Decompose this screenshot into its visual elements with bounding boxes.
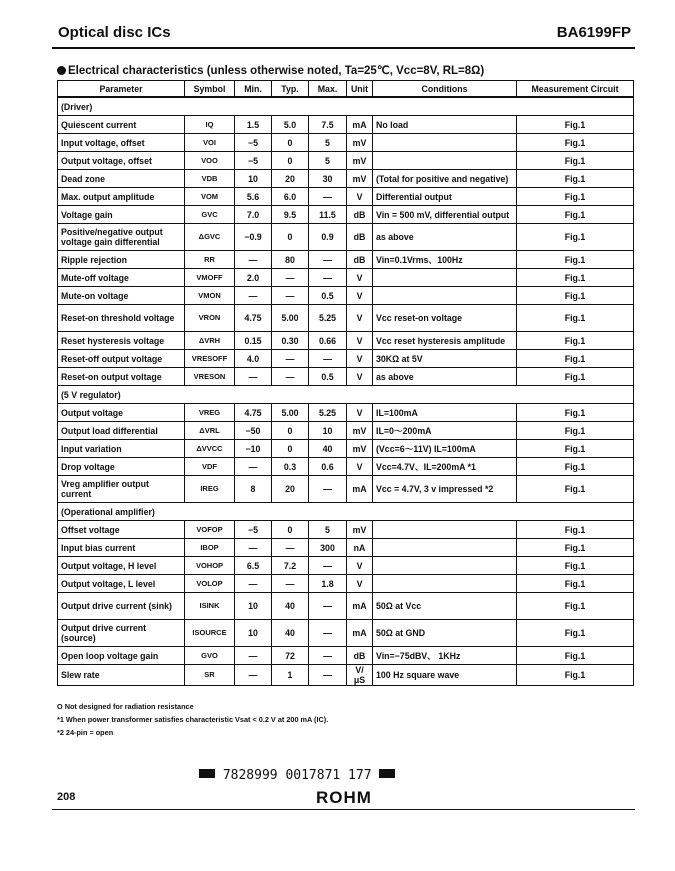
table-row	[58, 170, 634, 188]
typ-cell: 0	[272, 521, 309, 539]
parameter-cell: Slew rate	[58, 665, 185, 686]
column-header: Conditions	[373, 81, 517, 98]
min-cell: —	[235, 251, 272, 269]
unit-cell: V	[347, 458, 373, 476]
min-cell: —	[235, 287, 272, 305]
symbol-cell: VOI	[185, 134, 235, 152]
parameter-cell: Max. output amplitude	[58, 188, 185, 206]
table-row	[58, 368, 634, 386]
circuit-cell: Fig.1	[517, 287, 634, 305]
circuit-cell: Fig.1	[517, 440, 634, 458]
symbol-cell: GVO	[185, 647, 235, 665]
min-cell: 4.0	[235, 350, 272, 368]
max-cell: —	[309, 350, 347, 368]
table-row	[58, 332, 634, 350]
parameter-cell: Offset voltage	[58, 521, 185, 539]
conditions-cell	[373, 152, 517, 170]
table-body	[58, 97, 634, 686]
typ-cell: 1	[272, 665, 309, 686]
typ-cell: 0	[272, 152, 309, 170]
typ-cell: 5.0	[272, 116, 309, 134]
max-cell: 11.5	[309, 206, 347, 224]
parameter-cell: Vreg amplifier output current	[58, 476, 185, 503]
table-row	[58, 404, 634, 422]
symbol-cell: ΔVRL	[185, 422, 235, 440]
typ-cell: 6.0	[272, 188, 309, 206]
min-cell: —	[235, 647, 272, 665]
typ-cell: 0	[272, 440, 309, 458]
min-cell: —	[235, 575, 272, 593]
page-number: 208	[57, 791, 76, 803]
max-cell: —	[309, 620, 347, 647]
symbol-cell: VOFOP	[185, 521, 235, 539]
symbol-cell: ISOURCE	[185, 620, 235, 647]
typ-cell: 5.00	[272, 305, 309, 332]
max-cell: —	[309, 188, 347, 206]
symbol-cell: GVC	[185, 206, 235, 224]
unit-cell: dB	[347, 224, 373, 251]
page-header	[52, 22, 635, 44]
circuit-cell: Fig.1	[517, 665, 634, 686]
conditions-cell	[373, 287, 517, 305]
symbol-cell: IQ	[185, 116, 235, 134]
unit-cell: V	[347, 350, 373, 368]
conditions-cell: Vin = 500 mV, differential output	[373, 206, 517, 224]
table-header-row	[58, 81, 634, 98]
group-row	[58, 97, 634, 116]
parameter-cell: Output load differential	[58, 422, 185, 440]
table-row	[58, 665, 634, 686]
unit-cell: V	[347, 368, 373, 386]
min-cell: 6.5	[235, 557, 272, 575]
symbol-cell: VRESOFF	[185, 350, 235, 368]
symbol-cell: VOHOP	[185, 557, 235, 575]
unit-cell: mA	[347, 620, 373, 647]
circuit-cell: Fig.1	[517, 134, 634, 152]
circuit-cell: Fig.1	[517, 350, 634, 368]
circuit-cell: Fig.1	[517, 575, 634, 593]
column-header: Measurement Circuit	[517, 81, 634, 98]
barcode-line	[199, 768, 395, 783]
circuit-cell: Fig.1	[517, 188, 634, 206]
min-cell: 4.75	[235, 404, 272, 422]
characteristics-table	[57, 80, 634, 686]
conditions-cell: IL=100mA	[373, 404, 517, 422]
note-1: *1 When power transformer satisfies characteristic Vsat < 0.2 V at 200 mA (IC).	[57, 715, 329, 724]
parameter-cell: Input voltage, offset	[58, 134, 185, 152]
max-cell: 0.9	[309, 224, 347, 251]
typ-cell: —	[272, 368, 309, 386]
max-cell: 0.6	[309, 458, 347, 476]
circuit-cell: Fig.1	[517, 269, 634, 287]
column-header: Typ.	[272, 81, 309, 98]
unit-cell: mA	[347, 476, 373, 503]
note-2: *2 24-pin = open	[57, 728, 114, 737]
bullet-icon	[57, 66, 66, 75]
unit-cell: V	[347, 287, 373, 305]
symbol-cell: ΔVRH	[185, 332, 235, 350]
unit-cell: V	[347, 269, 373, 287]
unit-cell: mV	[347, 521, 373, 539]
min-cell: —	[235, 368, 272, 386]
parameter-cell: Input bias current	[58, 539, 185, 557]
circuit-cell: Fig.1	[517, 305, 634, 332]
symbol-cell: VOM	[185, 188, 235, 206]
parameter-cell: Reset-on output voltage	[58, 368, 185, 386]
circuit-cell: Fig.1	[517, 647, 634, 665]
footnotes	[57, 700, 328, 739]
parameter-cell: Output drive current (source)	[58, 620, 185, 647]
typ-cell: 20	[272, 170, 309, 188]
section-title: Electrical characteristics (unless otherwise noted, Ta=25℃, Vcc=8V, RL=8Ω)	[68, 65, 485, 77]
conditions-cell: Vin=0.1Vrms、100Hz	[373, 251, 517, 269]
min-cell: 7.0	[235, 206, 272, 224]
symbol-cell: SR	[185, 665, 235, 686]
parameter-cell: Output voltage	[58, 404, 185, 422]
barcode-block-icon	[379, 769, 395, 778]
parameter-cell: Reset-off output voltage	[58, 350, 185, 368]
unit-cell: nA	[347, 539, 373, 557]
min-cell: 8	[235, 476, 272, 503]
circuit-cell: Fig.1	[517, 593, 634, 620]
table-row	[58, 269, 634, 287]
unit-cell: V	[347, 305, 373, 332]
symbol-cell: VOO	[185, 152, 235, 170]
max-cell: 1.8	[309, 575, 347, 593]
symbol-cell: VRON	[185, 305, 235, 332]
typ-cell: —	[272, 269, 309, 287]
parameter-cell: Input variation	[58, 440, 185, 458]
table-row	[58, 206, 634, 224]
max-cell: —	[309, 593, 347, 620]
barcode-text: 7828999 0017871 177	[222, 768, 372, 783]
parameter-cell: Output drive current (sink)	[58, 593, 185, 620]
typ-cell: 0	[272, 224, 309, 251]
min-cell: −0.9	[235, 224, 272, 251]
table-row	[58, 593, 634, 620]
parameter-cell: Positive/negative output voltage gain differential	[58, 224, 185, 251]
symbol-cell: VMON	[185, 287, 235, 305]
table-row	[58, 440, 634, 458]
conditions-cell: 50Ω at GND	[373, 620, 517, 647]
table-row	[58, 647, 634, 665]
conditions-cell: (Vcc=6～11V) IL=100mA	[373, 440, 517, 458]
unit-cell: mA	[347, 116, 373, 134]
min-cell: —	[235, 539, 272, 557]
min-cell: 0.15	[235, 332, 272, 350]
table-row	[58, 251, 634, 269]
symbol-cell: VREG	[185, 404, 235, 422]
section-heading	[57, 63, 484, 77]
min-cell: −5	[235, 134, 272, 152]
max-cell: 7.5	[309, 116, 347, 134]
conditions-cell: Vin=−75dBV、 1KHz	[373, 647, 517, 665]
max-cell: —	[309, 557, 347, 575]
max-cell: —	[309, 251, 347, 269]
symbol-cell: ISINK	[185, 593, 235, 620]
typ-cell: 40	[272, 620, 309, 647]
min-cell: −5	[235, 521, 272, 539]
min-cell: 5.6	[235, 188, 272, 206]
column-header: Max.	[309, 81, 347, 98]
conditions-cell: Vcc reset-on voltage	[373, 305, 517, 332]
table-row	[58, 620, 634, 647]
circuit-cell: Fig.1	[517, 476, 634, 503]
conditions-cell: as above	[373, 368, 517, 386]
conditions-cell: 100 Hz square wave	[373, 665, 517, 686]
table-row	[58, 287, 634, 305]
circuit-cell: Fig.1	[517, 170, 634, 188]
rohm-logo: ROHM	[316, 788, 372, 807]
parameter-cell: Voltage gain	[58, 206, 185, 224]
max-cell: —	[309, 647, 347, 665]
conditions-cell	[373, 134, 517, 152]
parameter-cell: Reset hysteresis voltage	[58, 332, 185, 350]
unit-cell: dB	[347, 251, 373, 269]
parameter-cell: Output voltage, offset	[58, 152, 185, 170]
unit-cell: mV	[347, 152, 373, 170]
parameter-cell: Output voltage, L level	[58, 575, 185, 593]
parameter-cell: Reset-on threshold voltage	[58, 305, 185, 332]
conditions-cell: 50Ω at Vcc	[373, 593, 517, 620]
max-cell: —	[309, 665, 347, 686]
conditions-cell: No load	[373, 116, 517, 134]
typ-cell: 72	[272, 647, 309, 665]
table-row	[58, 521, 634, 539]
max-cell: 5.25	[309, 404, 347, 422]
symbol-cell: VRESON	[185, 368, 235, 386]
unit-cell: V	[347, 188, 373, 206]
circuit-cell: Fig.1	[517, 539, 634, 557]
conditions-cell	[373, 539, 517, 557]
min-cell: −10	[235, 440, 272, 458]
typ-cell: 80	[272, 251, 309, 269]
circuit-cell: Fig.1	[517, 521, 634, 539]
table-row	[58, 152, 634, 170]
parameter-cell: Ripple rejection	[58, 251, 185, 269]
circuit-cell: Fig.1	[517, 422, 634, 440]
typ-cell: —	[272, 287, 309, 305]
circuit-cell: Fig.1	[517, 152, 634, 170]
table-row	[58, 557, 634, 575]
table-row	[58, 188, 634, 206]
table-row	[58, 350, 634, 368]
symbol-cell: IREG	[185, 476, 235, 503]
min-cell: 4.75	[235, 305, 272, 332]
table-row	[58, 305, 634, 332]
symbol-cell: VDB	[185, 170, 235, 188]
parameter-cell: Mute-off voltage	[58, 269, 185, 287]
conditions-cell	[373, 269, 517, 287]
table-row	[58, 422, 634, 440]
unit-cell: mV	[347, 134, 373, 152]
footer-rule	[52, 809, 635, 810]
symbol-cell: VOLOP	[185, 575, 235, 593]
max-cell: 0.66	[309, 332, 347, 350]
max-cell: —	[309, 269, 347, 287]
parameter-cell: Open loop voltage gain	[58, 647, 185, 665]
typ-cell: —	[272, 350, 309, 368]
min-cell: 10	[235, 593, 272, 620]
table-row	[58, 476, 634, 503]
conditions-cell: as above	[373, 224, 517, 251]
max-cell: 5	[309, 134, 347, 152]
max-cell: 40	[309, 440, 347, 458]
max-cell: 30	[309, 170, 347, 188]
circuit-cell: Fig.1	[517, 206, 634, 224]
unit-cell: V	[347, 332, 373, 350]
min-cell: −5	[235, 152, 272, 170]
barcode-block-icon	[199, 769, 215, 778]
circuit-cell: Fig.1	[517, 620, 634, 647]
conditions-cell: Vcc=4.7V、IL=200mA *1	[373, 458, 517, 476]
parameter-cell: Drop voltage	[58, 458, 185, 476]
header-rule	[52, 47, 635, 49]
parameter-cell: Output voltage, H level	[58, 557, 185, 575]
max-cell: 0.5	[309, 368, 347, 386]
symbol-cell: VDF	[185, 458, 235, 476]
typ-cell: 9.5	[272, 206, 309, 224]
max-cell: 10	[309, 422, 347, 440]
typ-cell: 0.30	[272, 332, 309, 350]
min-cell: −50	[235, 422, 272, 440]
typ-cell: 0.3	[272, 458, 309, 476]
unit-cell: mV	[347, 440, 373, 458]
table-row	[58, 134, 634, 152]
typ-cell: —	[272, 539, 309, 557]
group-label: (Operational amplifier)	[58, 503, 634, 521]
conditions-cell	[373, 521, 517, 539]
table-row	[58, 224, 634, 251]
unit-cell: mA	[347, 593, 373, 620]
circuit-cell: Fig.1	[517, 458, 634, 476]
typ-cell: 40	[272, 593, 309, 620]
table-row	[58, 539, 634, 557]
unit-cell: mV	[347, 422, 373, 440]
conditions-cell	[373, 557, 517, 575]
max-cell: 5	[309, 152, 347, 170]
unit-cell: V	[347, 404, 373, 422]
unit-cell: dB	[347, 206, 373, 224]
circuit-cell: Fig.1	[517, 368, 634, 386]
conditions-cell: Vcc = 4.7V, 3 v impressed *2	[373, 476, 517, 503]
group-row	[58, 386, 634, 404]
circuit-cell: Fig.1	[517, 116, 634, 134]
max-cell: 5.25	[309, 305, 347, 332]
min-cell: —	[235, 665, 272, 686]
parameter-cell: Quiescent current	[58, 116, 185, 134]
circuit-cell: Fig.1	[517, 557, 634, 575]
table-row	[58, 575, 634, 593]
column-header: Unit	[347, 81, 373, 98]
conditions-cell: (Total for positive and negative)	[373, 170, 517, 188]
conditions-cell: Vcc reset hysteresis amplitude	[373, 332, 517, 350]
typ-cell: 20	[272, 476, 309, 503]
header-title: Optical disc ICs	[58, 24, 171, 41]
group-row	[58, 503, 634, 521]
min-cell: 1.5	[235, 116, 272, 134]
min-cell: —	[235, 458, 272, 476]
conditions-cell: IL=0～200mA	[373, 422, 517, 440]
unit-cell: dB	[347, 647, 373, 665]
group-label: (Driver)	[58, 97, 634, 116]
max-cell: 300	[309, 539, 347, 557]
typ-cell: 5.00	[272, 404, 309, 422]
conditions-cell: Differential output	[373, 188, 517, 206]
circuit-cell: Fig.1	[517, 404, 634, 422]
column-header: Parameter	[58, 81, 185, 98]
conditions-cell: 30KΩ at 5V	[373, 350, 517, 368]
note-radiation: O Not designed for radiation resistance	[57, 702, 194, 711]
symbol-cell: VMOFF	[185, 269, 235, 287]
table-row	[58, 116, 634, 134]
min-cell: 2.0	[235, 269, 272, 287]
unit-cell: V	[347, 557, 373, 575]
parameter-cell: Mute-on voltage	[58, 287, 185, 305]
typ-cell: 7.2	[272, 557, 309, 575]
unit-cell: mV	[347, 170, 373, 188]
table-row	[58, 458, 634, 476]
min-cell: 10	[235, 620, 272, 647]
column-header: Min.	[235, 81, 272, 98]
circuit-cell: Fig.1	[517, 332, 634, 350]
max-cell: 5	[309, 521, 347, 539]
unit-cell: V	[347, 575, 373, 593]
min-cell: 10	[235, 170, 272, 188]
max-cell: 0.5	[309, 287, 347, 305]
typ-cell: —	[272, 575, 309, 593]
unit-cell: V/μS	[347, 665, 373, 686]
typ-cell: 0	[272, 422, 309, 440]
conditions-cell	[373, 575, 517, 593]
max-cell: —	[309, 476, 347, 503]
group-label: (5 V regulator)	[58, 386, 634, 404]
circuit-cell: Fig.1	[517, 251, 634, 269]
circuit-cell: Fig.1	[517, 224, 634, 251]
symbol-cell: IBOP	[185, 539, 235, 557]
symbol-cell: RR	[185, 251, 235, 269]
parameter-cell: Dead zone	[58, 170, 185, 188]
symbol-cell: ΔVVCC	[185, 440, 235, 458]
part-number: BA6199FP	[556, 24, 631, 41]
typ-cell: 0	[272, 134, 309, 152]
symbol-cell: ΔGVC	[185, 224, 235, 251]
column-header: Symbol	[185, 81, 235, 98]
